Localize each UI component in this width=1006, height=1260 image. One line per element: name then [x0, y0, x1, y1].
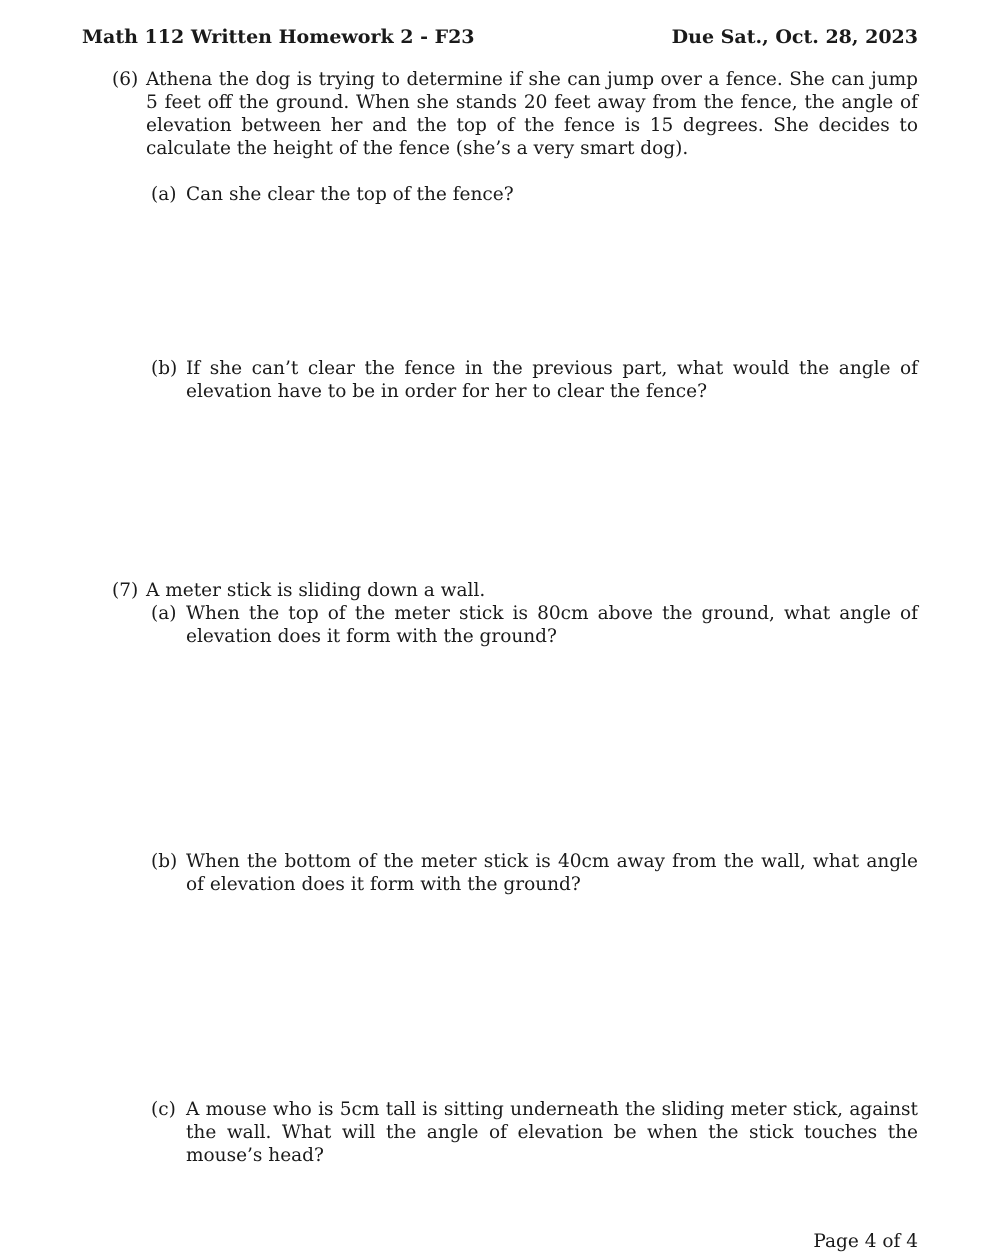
part-text: If she can’t clear the fence in the previous part, what would the angle of elevation have to be in order for her to clear the fence? — [186, 358, 918, 402]
problem-7-part-b — [151, 850, 918, 896]
part-label: (c) — [151, 1099, 176, 1120]
problem-text: A meter stick is sliding down a wall. — [146, 580, 486, 601]
part-text: When the bottom of the meter stick is 40cm away from the wall, what angle of elevation does it form with the ground? — [186, 851, 918, 895]
problem-7 — [112, 579, 918, 602]
problem-text: Athena the dog is trying to determine if she can jump over a fence. She can jump 5 feet off the ground. When she stands 20 feet away from the fence, the angle of elevation between her and the top of the fence is 15 degrees. She decides to calculate the height of the fence (she’s a very smart dog). — [146, 69, 918, 159]
part-label: (b) — [151, 358, 178, 379]
problem-6-part-a — [151, 183, 918, 206]
part-text: A mouse who is 5cm tall is sitting underneath the sliding meter stick, against the wall. What will the angle of elevation be when the stick touches the mouse’s head? — [186, 1099, 918, 1166]
problem-number: (7) — [112, 580, 139, 601]
part-text: When the top of the meter stick is 80cm above the ground, what angle of elevation does it form with the ground? — [186, 603, 918, 647]
due-date: Due Sat., Oct. 28, 2023 — [671, 26, 918, 48]
part-label: (a) — [151, 603, 177, 624]
problem-number: (6) — [112, 69, 139, 90]
problem-7-part-c — [151, 1098, 918, 1167]
part-text: Can she clear the top of the fence? — [186, 184, 514, 205]
part-label: (a) — [151, 184, 177, 205]
page-number: Page 4 of 4 — [813, 1231, 918, 1252]
problem-6-part-b — [151, 357, 918, 403]
problem-7-part-a — [151, 602, 918, 648]
problem-6 — [112, 68, 918, 160]
course-title: Math 112 Written Homework 2 - F23 — [82, 26, 475, 48]
part-label: (b) — [151, 851, 178, 872]
